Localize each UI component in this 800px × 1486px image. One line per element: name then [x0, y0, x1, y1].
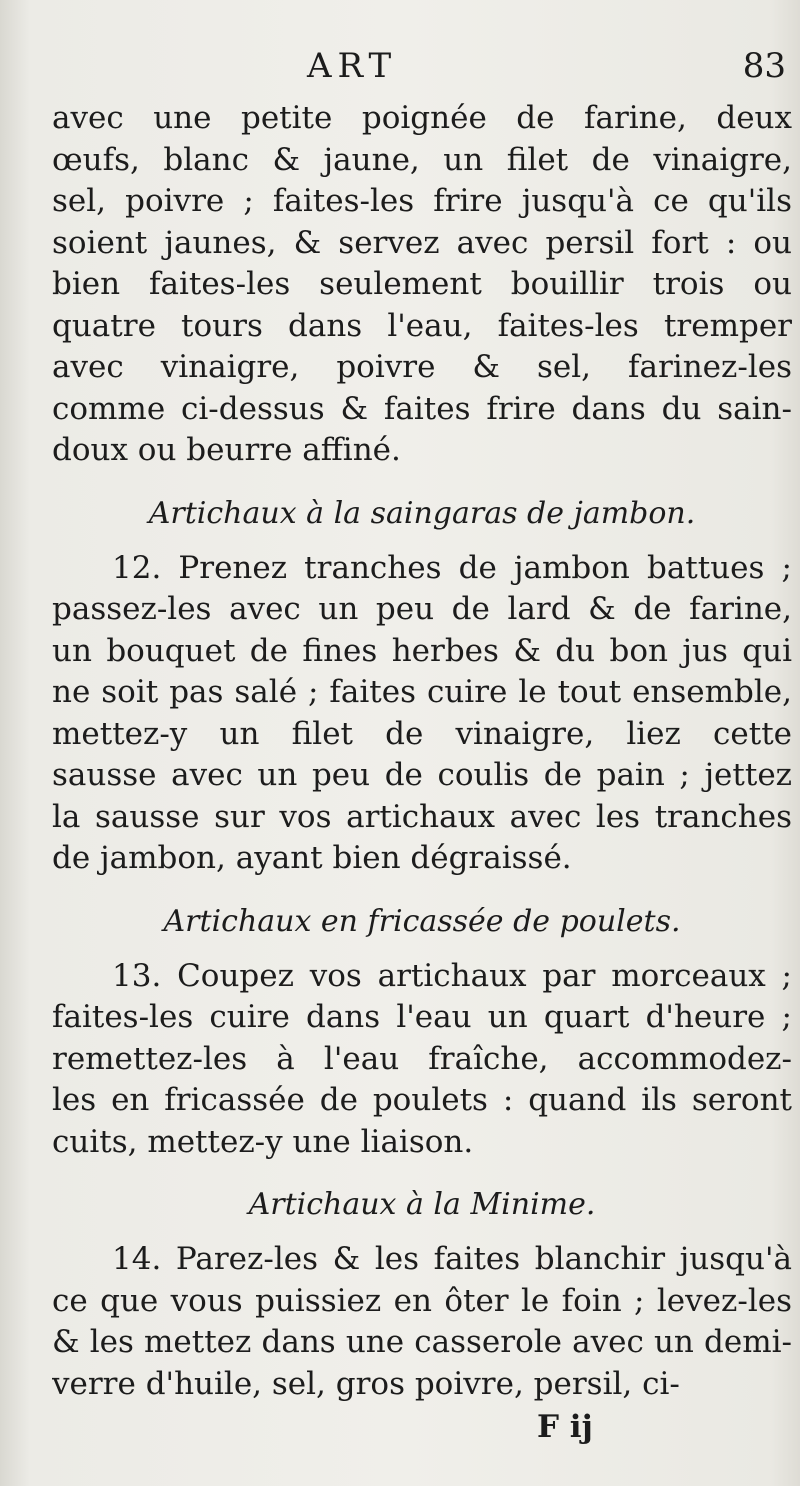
- text-line: 14. Parez-les & les faites blanchir jusqu'à: [112, 1241, 792, 1277]
- text-line: comme ci-dessus & faites frire dans du sain-: [52, 390, 792, 427]
- text-line: sel, poivre ; faites-les frire jusqu'à ce qu'ils: [52, 183, 792, 219]
- text-line: 13. Coupez vos artichaux par morceaux ;: [112, 957, 792, 994]
- text-line: mettez-y un filet de vinaigre, liez cette: [52, 715, 792, 752]
- text-line: quatre tours dans l'eau, faites-les tremper: [52, 307, 792, 344]
- paragraph: [52, 1239, 792, 1405]
- text-line: doux ou beurre affiné.: [52, 432, 401, 468]
- recipe-heading: Artichaux à la saingaras de jambon.: [148, 495, 696, 531]
- text-line: sausse avec un peu de coulis de pain ; jettez: [52, 757, 792, 793]
- text-line: avec vinaigre, poivre & sel, farinez-les: [52, 349, 792, 385]
- text-line: ne soit pas salé ; faites cuire le tout ensemble,: [52, 674, 792, 710]
- text-line: cuits, mettez-y une liaison.: [52, 1123, 474, 1160]
- text-line: verre d'huile, sel, gros poivre, persil, ci-: [52, 1365, 680, 1402]
- page-header: [52, 40, 792, 98]
- page-footer: [52, 1405, 792, 1455]
- text-line: bien faites-les seulement bouillir trois ou: [52, 266, 792, 302]
- text-line: passez-les avec un peu de lard & de farine,: [52, 591, 792, 627]
- text-line: œufs, blanc & jaune, un filet de vinaigre,: [52, 141, 792, 178]
- text-line: & les mettez dans une casserole avec un demi-: [52, 1324, 792, 1360]
- recipe-heading: Artichaux en fricassée de poulets.: [163, 903, 681, 939]
- paragraph: [52, 548, 792, 880]
- text-line: les en fricassée de poulets : quand ils seront: [52, 1082, 792, 1118]
- page-text: [52, 40, 792, 1455]
- page-number: 83: [742, 46, 786, 86]
- signature-mark: F ij: [537, 1409, 593, 1445]
- text-line: remettez-les à l'eau fraîche, accommodez-: [52, 1040, 792, 1077]
- text-line: de jambon, ayant bien dégraissé.: [52, 840, 572, 876]
- running-title: ART: [307, 46, 398, 86]
- text-line: faites-les cuire dans l'eau un quart d'heure ;: [52, 999, 792, 1035]
- page-body: [52, 98, 792, 1405]
- text-line: avec une petite poignée de farine, deux: [52, 100, 792, 136]
- text-line: un bouquet de fines herbes & du bon jus qui: [52, 632, 792, 669]
- paragraph: [52, 98, 792, 472]
- recipe-heading: Artichaux à la Minime.: [248, 1187, 596, 1222]
- text-line: ce que vous puissiez en ôter le foin ; levez-les: [52, 1282, 792, 1319]
- paragraph: [52, 956, 792, 1164]
- text-line: la sausse sur vos artichaux avec les tranches: [52, 798, 792, 835]
- text-line: soient jaunes, & servez avec persil fort : ou: [52, 224, 792, 261]
- text-line: 12. Prenez tranches de jambon battues ;: [112, 549, 792, 586]
